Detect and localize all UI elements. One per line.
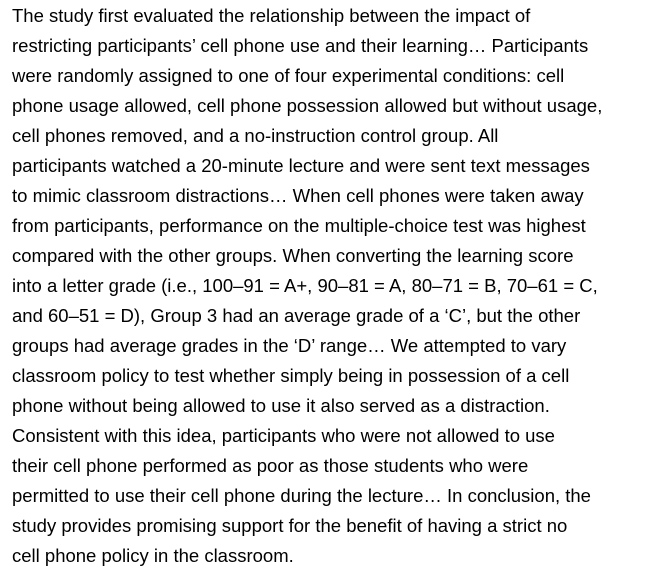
text-line: restricting participants’ cell phone use and their learning… Participants: [12, 35, 589, 56]
text-line: The study first evaluated the relationship between the impact of: [12, 5, 531, 26]
text-line: cell phone policy in the classroom.: [12, 545, 294, 566]
text-line: compared with the other groups. When converting the learning score: [12, 245, 574, 266]
text-line: to mimic classroom distractions… When cell phones were taken away: [12, 185, 584, 206]
text-line: and 60–51 = D), Group 3 had an average grade of a ‘C’, but the other: [12, 305, 581, 326]
text-line: Consistent with this idea, participants who were not allowed to use: [12, 425, 555, 446]
text-line: classroom policy to test whether simply being in possession of a cell: [12, 365, 570, 386]
text-line: participants watched a 20-minute lecture and were sent text messages: [12, 155, 590, 176]
text-line: cell phones removed, and a no-instruction control group. All: [12, 125, 499, 146]
text-line: their cell phone performed as poor as those students who were: [12, 455, 529, 476]
document-body: [12, 0, 642, 569]
text-line: groups had average grades in the ‘D’ range… We attempted to vary: [12, 335, 567, 356]
text-line: from participants, performance on the multiple-choice test was highest: [12, 215, 586, 236]
text-line: study provides promising support for the benefit of having a strict no: [12, 515, 568, 536]
text-line: into a letter grade (i.e., 100–91 = A+, 90–81 = A, 80–71 = B, 70–61 = C,: [12, 275, 598, 296]
text-line: were randomly assigned to one of four experimental conditions: cell: [12, 65, 565, 86]
text-line: phone usage allowed, cell phone possession allowed but without usage,: [12, 95, 603, 116]
text-line: permitted to use their cell phone during the lecture… In conclusion, the: [12, 485, 591, 506]
text-line: phone without being allowed to use it also served as a distraction.: [12, 395, 550, 416]
